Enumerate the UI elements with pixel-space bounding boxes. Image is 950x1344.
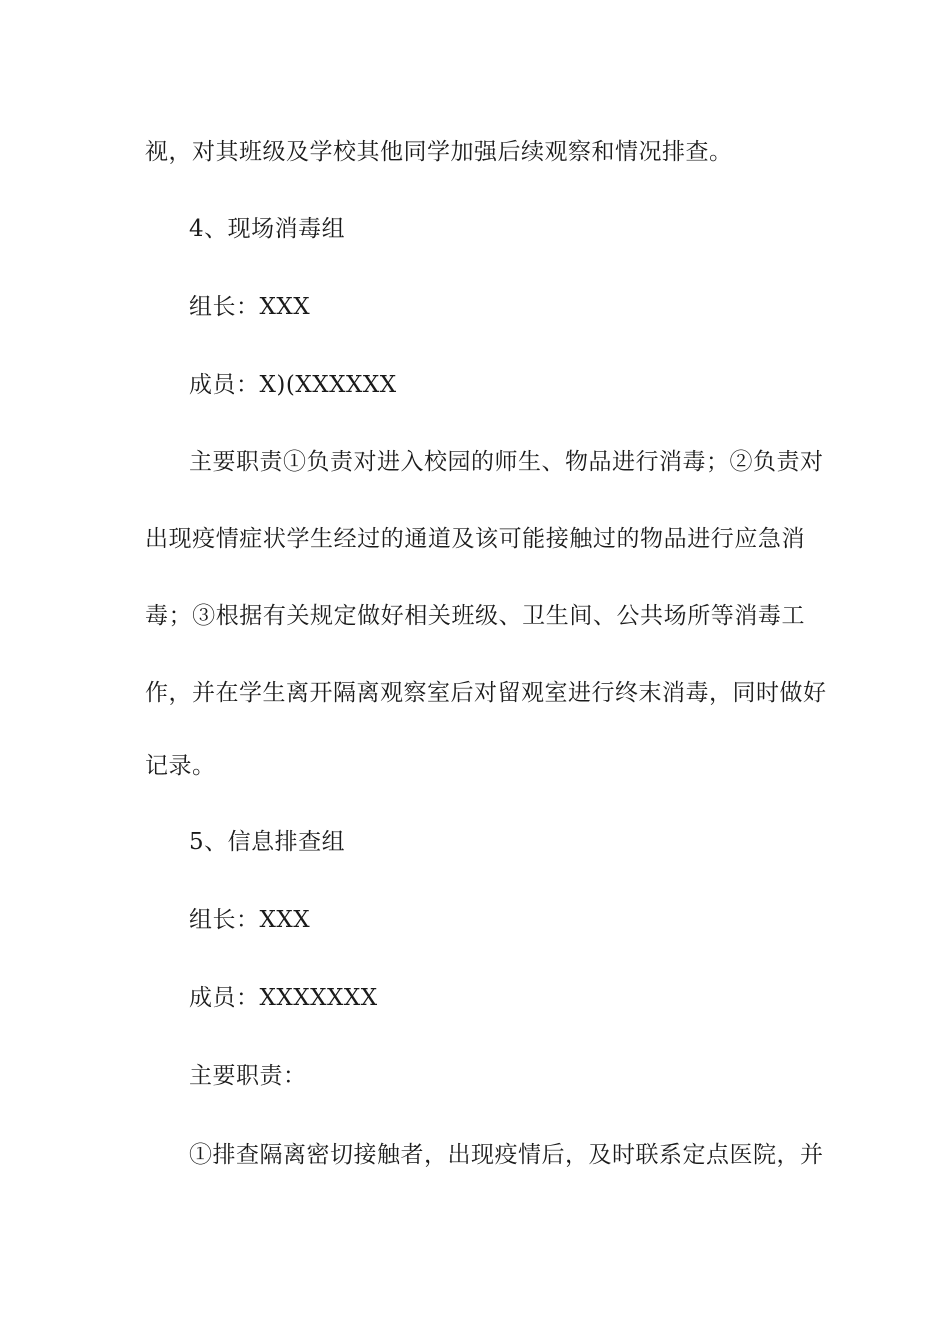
section-heading-info-check: 5、信息排查组 [189, 829, 346, 855]
group-members-line: 成员：X)(XXXXXX [189, 372, 397, 398]
section-heading-disinfection: 4、现场消毒组 [189, 216, 346, 242]
duties-paragraph-line: 作，并在学生离开隔离观察室后对留观室进行终末消毒，同时做好 [145, 680, 827, 706]
duties-heading: 主要职责： [189, 1063, 307, 1089]
duties-paragraph-line: 记录。 [145, 753, 216, 779]
group-members-line: 成员：XXXXXXX [189, 985, 378, 1011]
duties-paragraph-line: 出现疫情症状学生经过的通道及该可能接触过的物品进行应急消 [145, 526, 805, 552]
duties-item-line: ①排查隔离密切接触者，出现疫情后，及时联系定点医院，并 [189, 1142, 824, 1168]
paragraph-continuation: 视，对其班级及学校其他同学加强后续观察和情况排查。 [145, 139, 733, 165]
group-leader-line: 组长：XXX [189, 294, 311, 320]
duties-paragraph-line: 毒；③根据有关规定做好相关班级、卫生间、公共场所等消毒工 [145, 603, 805, 629]
group-leader-line: 组长：XXX [189, 907, 311, 933]
duties-paragraph-line: 主要职责①负责对进入校园的师生、物品进行消毒；②负责对 [189, 449, 824, 475]
